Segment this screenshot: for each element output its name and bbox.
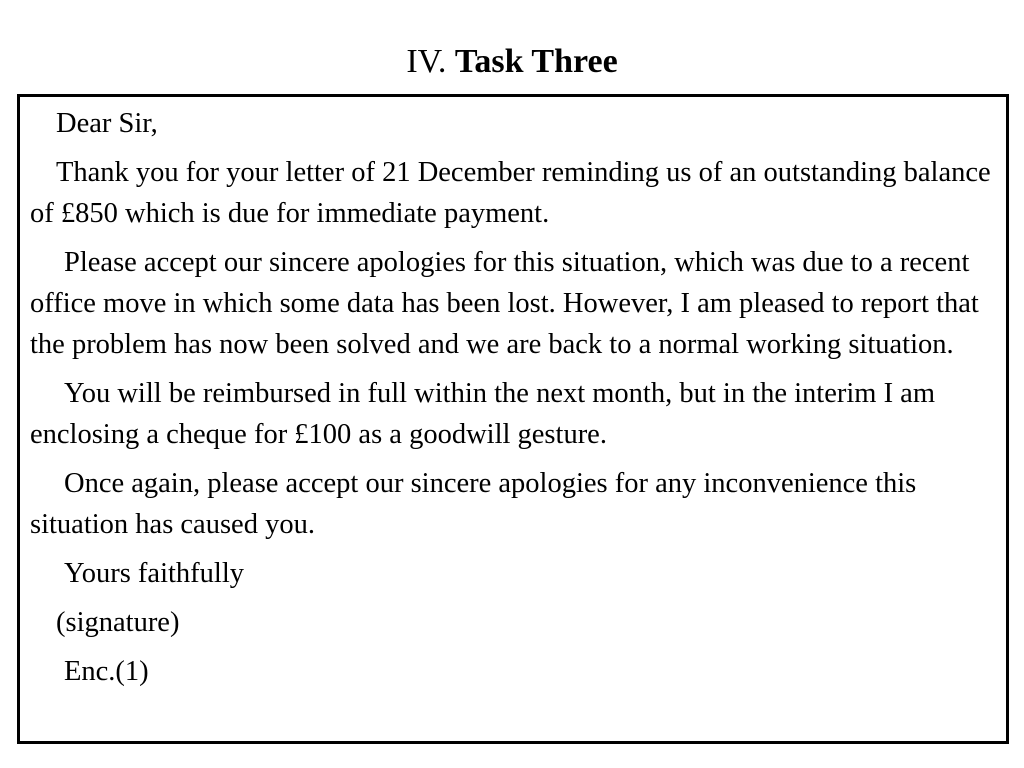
- letter-salutation: Dear Sir,: [56, 108, 158, 139]
- letter-paragraph-2: Please accept our sincere apologies for this situation, which was due to a recent office move in which some data has been lost. However, I am pleased to report that the problem has now been solved and we are back to a normal working situation.: [30, 247, 979, 360]
- section-heading: Task Three: [454, 43, 618, 80]
- letter-box: [17, 94, 1009, 744]
- letter-enclosure: Enc.(1): [64, 656, 149, 687]
- letter-body: [30, 103, 1000, 700]
- section-numeral: IV.: [406, 43, 447, 80]
- page-title: [0, 40, 1024, 84]
- letter-paragraph-3: You will be reimbursed in full within the next month, but in the interim I am enclosing a cheque for £100 as a goodwill gesture.: [30, 378, 936, 450]
- letter-paragraph-1: Thank you for your letter of 21 December reminding us of an outstanding balance of £850 which is due for immediate payment.: [30, 157, 991, 229]
- letter-paragraph-4: Once again, please accept our sincere apologies for any inconvenience this situation has caused you.: [30, 468, 917, 540]
- letter-signature: (signature): [56, 607, 180, 638]
- letter-closing: Yours faithfully: [64, 558, 244, 589]
